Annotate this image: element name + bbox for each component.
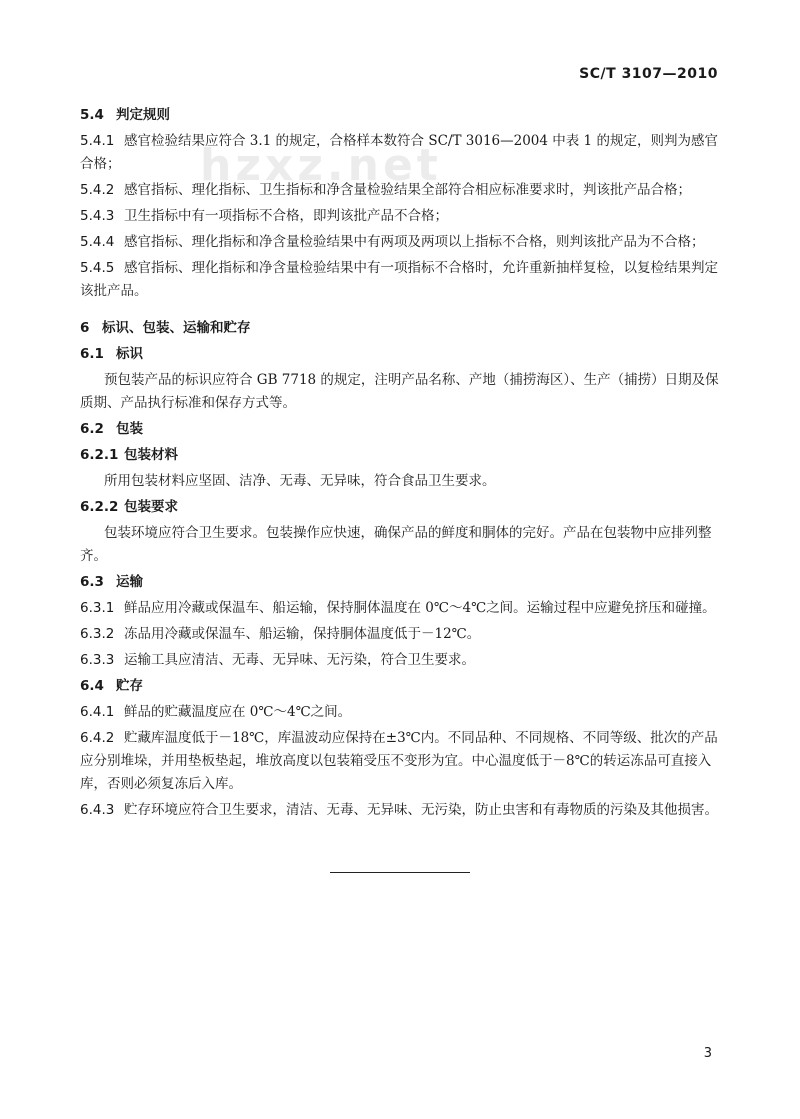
section-heading-6-2: 6.2 包装 [80,421,143,437]
clause-6-4-1: 6.4.1 鲜品的贮藏温度应在 0℃～4℃之间。 [80,704,352,720]
clause-6-3-3: 6.3.3 运输工具应清洁、无毒、无异味、无污染，符合卫生要求。 [80,652,475,668]
clause-6-4-2: 6.4.2 贮藏库温度低于－18℃，库温波动应保持在±3℃内。不同品种、不同规格、不同等级、批次的产品应分别堆垛，并用垫板垫起，堆放高度以包装箱受压不变形为宜。中心温度低于－8℃的转运冻品可直接入库，否则必须复冻后入库。 [80,730,718,792]
section-heading-6-2-2: 6.2.2 包装要求 [80,499,178,515]
end-rule [330,872,470,873]
page-number: 3 [703,1046,712,1061]
watermark: hzxz.net [200,140,442,191]
clause-5-4-1: 5.4.1 感官检验结果应符合 3.1 的规定，合格样本数符合 SC/T 3016—2004 中表 1 的规定，则判为感官合格； [80,133,718,172]
section-heading-5-4: 5.4 判定规则 [80,107,170,123]
section-heading-6-2-1: 6.2.1 包装材料 [80,447,178,463]
section-heading-6-4: 6.4 贮存 [80,678,143,694]
clause-6-3-1: 6.3.1 鲜品应用冷藏或保温车、船运输，保持胴体温度在 0℃～4℃之间。运输过程中应避免挤压和碰撞。 [80,600,716,616]
section-heading-6-1: 6.1 标识 [80,346,143,362]
clause-5-4-3: 5.4.3 卫生指标中有一项指标不合格，即判该批产品不合格； [80,208,448,224]
paragraph-6-1: 预包装产品的标识应符合 GB 7718 的规定，注明产品名称、产地（捕捞海区）、生产（捕捞）日期及保质期、产品执行标准和保存方式等。 [80,372,719,411]
standard-code: SC/T 3107—2010 [579,66,718,82]
clause-6-4-3: 6.4.3 贮存环境应符合卫生要求，清洁、无毒、无异味、无污染，防止虫害和有毒物质的污染及其他损害。 [80,802,718,818]
chapter-heading-6: 6 标识、包装、运输和贮存 [80,320,251,336]
clause-6-3-2: 6.3.2 冻品用冷藏或保温车、船运输，保持胴体温度低于－12℃。 [80,626,481,642]
clause-5-4-2: 5.4.2 感官指标、理化指标、卫生指标和净含量检验结果全部符合相应标准要求时，判该批产品合格； [80,182,691,198]
paragraph-6-2-1: 所用包装材料应坚固、洁净、无毒、无异味，符合食品卫生要求。 [104,473,496,489]
section-heading-6-3: 6.3 运输 [80,574,143,590]
paragraph-6-2-2: 包装环境应符合卫生要求。包装操作应快速，确保产品的鲜度和胴体的完好。产品在包装物中应排列整齐。 [80,525,712,564]
document-body [80,104,720,825]
clause-5-4-4: 5.4.4 感官指标、理化指标和净含量检验结果中有两项及两项以上指标不合格，则判该批产品为不合格； [80,234,705,250]
clause-5-4-5: 5.4.5 感官指标、理化指标和净含量检验结果中有一项指标不合格时，允许重新抽样复检，以复检结果判定该批产品。 [80,260,718,299]
